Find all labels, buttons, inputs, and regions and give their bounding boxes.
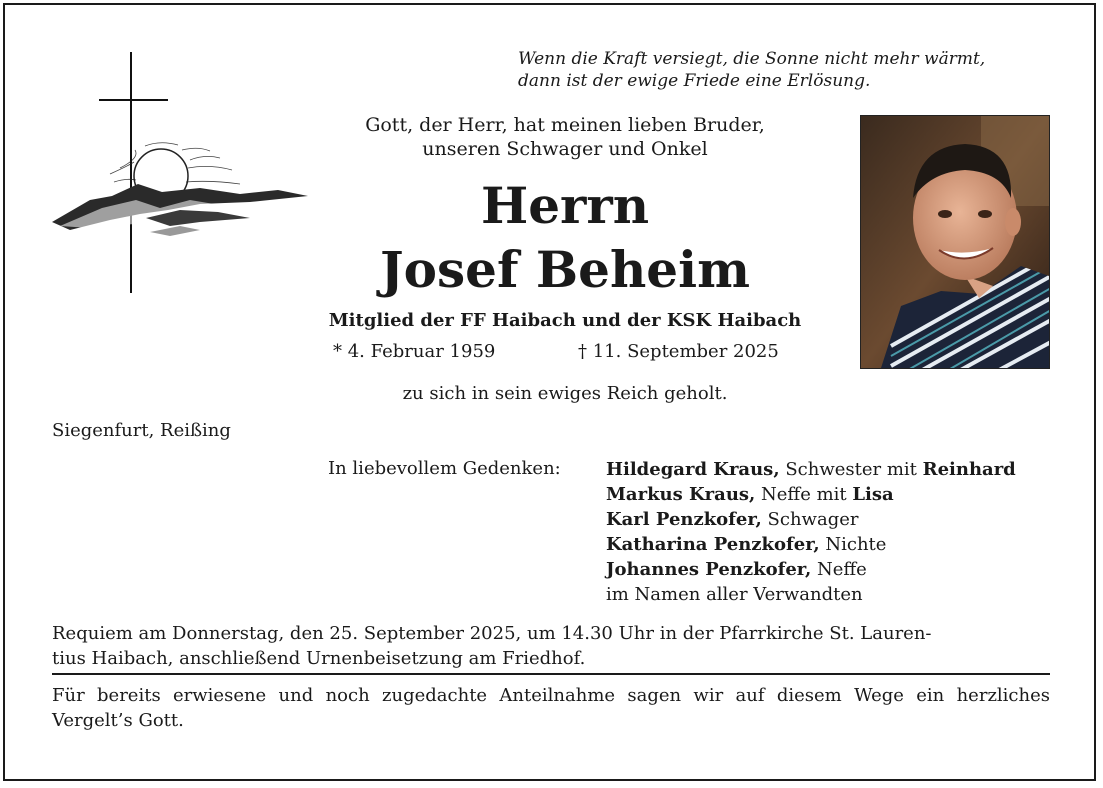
mourner-name: Karl Penzkofer, [606,509,762,530]
death-date: † 11. September 2025 [578,341,779,362]
epigraph-quote [518,48,1058,92]
intro-line-1: Gott, der Herr, hat meinen lieben Bruder, [365,114,765,136]
thanks-text: Für bereits erwiesene und noch zugedachte Anteilnahme sagen wir auf diesem Wege ein herzliches Vergelt’s Gott. [52,685,1050,731]
salutation: Herrn [480,176,650,235]
closing-line: zu sich in sein ewiges Reich geholt. [402,383,728,404]
mourner-entry [606,482,1016,507]
portrait-photo [860,115,1050,369]
mourners-list [606,457,1016,607]
mourner-name: Markus Kraus, [606,484,756,505]
mourners-label: In liebevollem Gedenken: [328,458,561,479]
quote-line-2: dann ist der ewige Friede eine Erlösung. [518,71,871,91]
deceased-name: Josef Beheim [379,240,751,299]
portrait-illustration [861,116,1049,368]
intro-line-2: unseren Schwager und Onkel [422,138,708,160]
mourner-entry [606,507,1016,532]
mourner-name: Hildegard Kraus, [606,459,780,480]
quote-line-1: Wenn die Kraft versiegt, die Sonne nicht mehr wärmt, [518,49,986,69]
mourner-entry [606,557,1016,582]
mourner-name: Katharina Penzkofer, [606,534,820,555]
mourner-name: Johannes Penzkofer, [606,559,812,580]
requiem-line-1: Requiem am Donnerstag, den 25. September 2025, um 14.30 Uhr in der Pfarrkirche St. Lauren- [52,623,932,644]
intro-text [320,113,810,161]
place-of-residence: Siegenfurt, Reißing [52,420,231,441]
mourner-entry [606,532,1016,557]
cross-sun-mountains-icon [50,50,315,298]
requiem-info [52,621,1050,671]
divider [52,673,1050,675]
birth-date: * 4. Februar 1959 [333,341,496,362]
membership-line: Mitglied der FF Haibach und der KSK Haibach [328,310,802,331]
mourner-relation: Schwester mit [779,459,923,480]
mourner-relation: Neffe [811,559,867,580]
mourner-relation: Nichte [819,534,887,555]
mourners-footer: im Namen aller Verwandten [606,584,863,605]
mourner-relation: Schwager [761,509,859,530]
mourner-relation: Neffe mit [755,484,853,505]
mourner-entry [606,457,1016,482]
mourner-partner: Lisa [852,484,894,505]
mourner-partner: Reinhard [922,459,1016,480]
requiem-line-2: tius Haibach, anschließend Urnenbeisetzung am Friedhof. [52,648,586,669]
